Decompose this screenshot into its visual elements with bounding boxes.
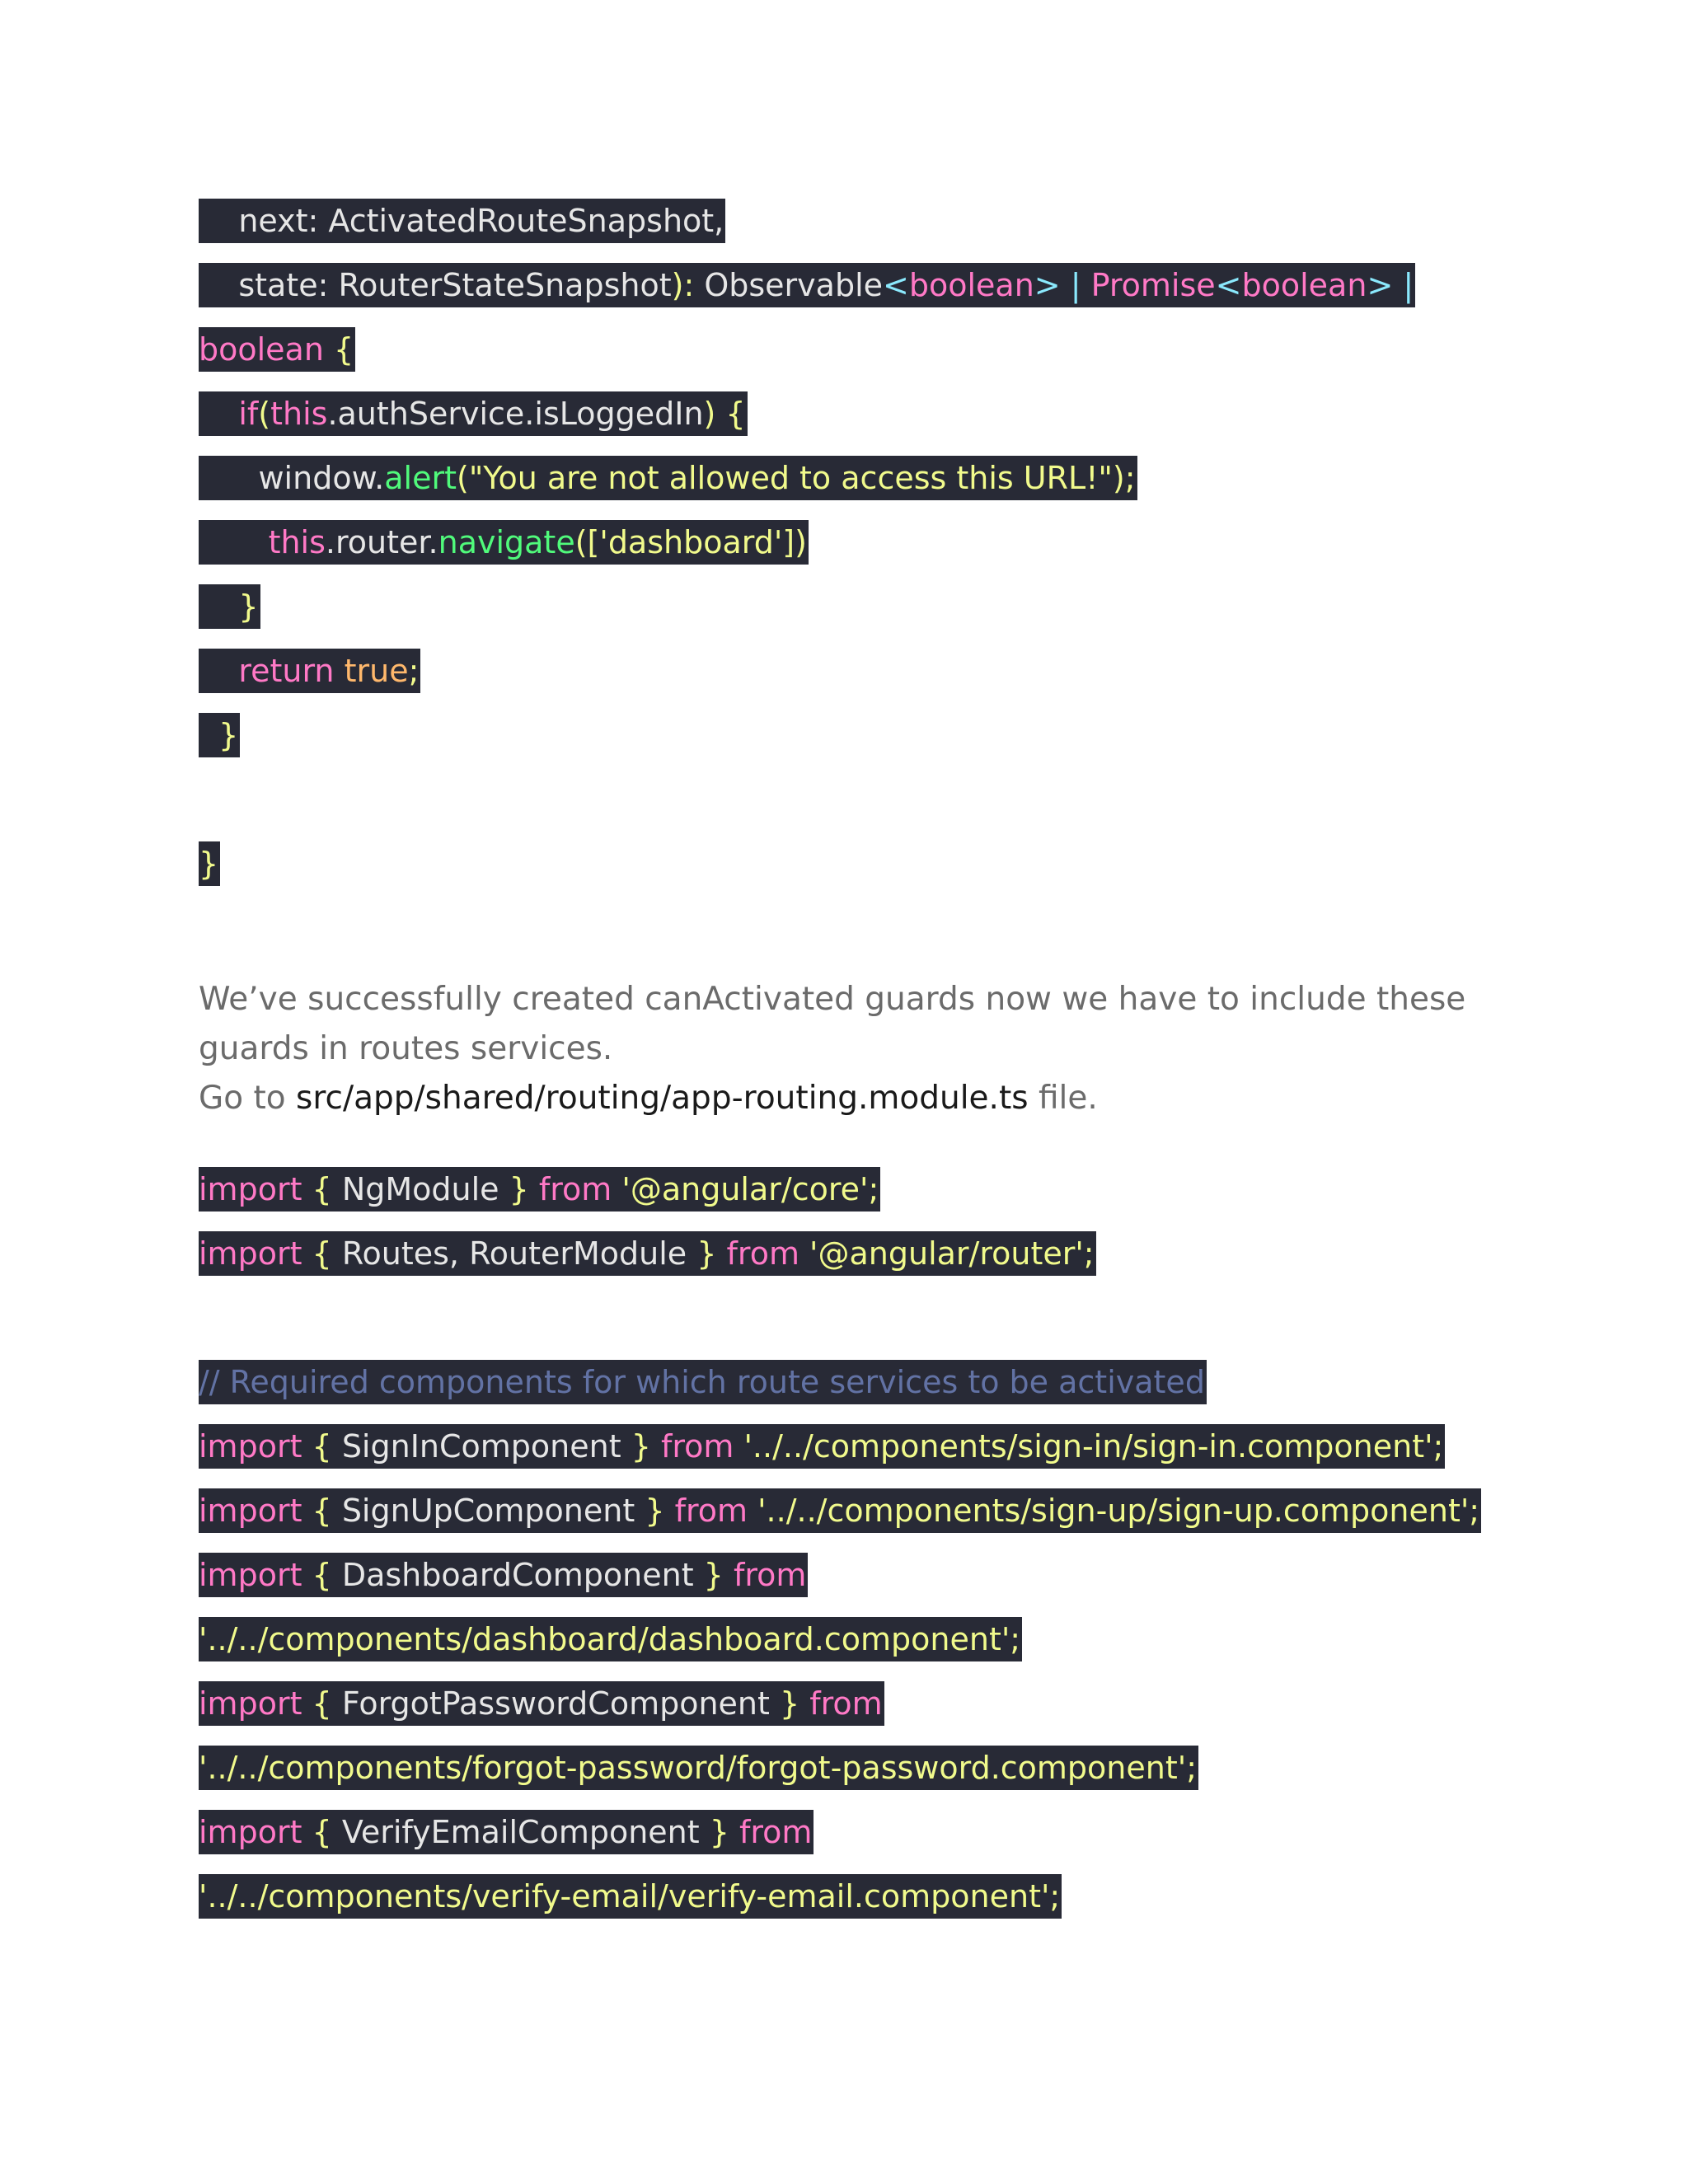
- code-token: import: [199, 1814, 302, 1850]
- code-line: [199, 189, 1415, 253]
- code-highlight: [199, 584, 260, 629]
- code-token: from: [733, 1557, 807, 1593]
- code-line: [199, 767, 1415, 832]
- code-highlight: [199, 263, 1415, 307]
- prose-line-description: We’ve successfully created canActivated guards now we have to include these guards in routes services.: [199, 981, 1466, 1067]
- code-highlight: [199, 1231, 1096, 1276]
- code-highlight: [199, 456, 1137, 500]
- code-highlight: [199, 1360, 1207, 1404]
- code-line: [199, 1543, 1481, 1607]
- code-token: true: [334, 653, 409, 689]
- code-highlight: [199, 649, 420, 693]
- code-token: ) {: [703, 396, 746, 432]
- code-highlight: [199, 1681, 884, 1726]
- code-token: this: [268, 524, 326, 560]
- code-line: [199, 1671, 1481, 1736]
- code-token: [199, 524, 269, 560]
- code-token: state: RouterStateSnapshot: [199, 267, 672, 303]
- code-token: import: [199, 1557, 302, 1593]
- code-highlight: [199, 1874, 1062, 1919]
- code-token: import: [199, 1235, 302, 1272]
- code-token: }: [499, 1171, 539, 1207]
- code-token: > |: [1034, 267, 1091, 303]
- code-highlight: [199, 1553, 808, 1597]
- code-token: boolean: [1241, 267, 1367, 303]
- code-block-auth-guard: [199, 189, 1415, 896]
- code-highlight: [199, 1746, 1198, 1790]
- code-line: [199, 1157, 1481, 1221]
- code-token: }: [199, 717, 239, 753]
- code-token: alert: [384, 460, 457, 496]
- code-highlight: [199, 391, 748, 436]
- code-token: .router.: [325, 524, 438, 560]
- code-highlight: [199, 1424, 1445, 1469]
- code-highlight: [199, 713, 240, 757]
- code-token: import: [199, 1428, 302, 1465]
- code-token: '../../components/dashboard/dashboard.component';: [199, 1621, 1021, 1657]
- code-token: from: [674, 1493, 748, 1529]
- code-token: Routes, RouterModule: [341, 1235, 687, 1272]
- code-token: from: [660, 1428, 734, 1465]
- code-token: SignUpComponent: [341, 1493, 635, 1529]
- code-line: [199, 1800, 1481, 1864]
- code-token: }: [699, 1814, 740, 1850]
- code-token: {: [302, 1685, 342, 1722]
- code-token: {: [302, 1171, 342, 1207]
- code-token: ):: [671, 267, 705, 303]
- code-token: {: [302, 1557, 342, 1593]
- code-token: VerifyEmailComponent: [341, 1814, 700, 1850]
- code-token: window.: [199, 460, 385, 496]
- code-line: [199, 253, 1415, 317]
- code-block-routing-module: [199, 1157, 1481, 1929]
- code-token: '../../components/forgot-password/forgot-password.component';: [199, 1750, 1197, 1786]
- code-token: <: [1215, 267, 1242, 303]
- code-line: [199, 446, 1415, 510]
- code-token: [199, 653, 238, 689]
- code-highlight: [199, 1810, 814, 1854]
- code-token: ;: [408, 653, 420, 689]
- code-token: // Required components for which route services to be activated: [199, 1364, 1205, 1400]
- code-line: [199, 832, 1415, 896]
- code-token: }: [621, 1428, 661, 1465]
- code-token: import: [199, 1171, 302, 1207]
- go-to-text: Go to: [199, 1080, 297, 1117]
- code-token: {: [323, 331, 354, 368]
- code-token: '@angular/core';: [612, 1171, 879, 1207]
- file-text: file.: [1028, 1080, 1098, 1117]
- code-token: }: [769, 1685, 810, 1722]
- code-token: '../../components/sign-in/sign-in.component';: [734, 1428, 1444, 1465]
- code-token: ("You are not allowed to access this URL!");: [457, 460, 1136, 496]
- code-token: '../../components/sign-up/sign-up.component';: [748, 1493, 1480, 1529]
- code-token: {: [302, 1814, 342, 1850]
- code-token: DashboardComponent: [341, 1557, 694, 1593]
- code-highlight: [199, 199, 725, 243]
- code-highlight: [199, 327, 355, 372]
- code-line: [199, 703, 1415, 767]
- code-token: return: [238, 653, 335, 689]
- code-token: [199, 396, 238, 432]
- code-token: import: [199, 1493, 302, 1529]
- code-token: }: [199, 846, 219, 882]
- code-line: [199, 639, 1415, 703]
- code-token: SignInComponent: [341, 1428, 621, 1465]
- prose-paragraph: [199, 975, 1517, 1123]
- code-token: import: [199, 1685, 302, 1722]
- code-token: > |: [1367, 267, 1414, 303]
- code-token: {: [302, 1428, 342, 1465]
- code-token: NgModule: [341, 1171, 499, 1207]
- code-token: (['dashboard']): [574, 524, 807, 560]
- code-line: [199, 1607, 1481, 1671]
- code-token: }: [635, 1493, 675, 1529]
- code-token: navigate: [438, 524, 575, 560]
- code-token: Observable: [704, 267, 884, 303]
- code-token: next: ActivatedRouteSnapshot,: [199, 203, 724, 239]
- code-token: from: [538, 1171, 612, 1207]
- prose-line-go-to: [199, 1074, 1517, 1123]
- code-token: (: [258, 396, 271, 432]
- code-line: [199, 1350, 1481, 1414]
- code-line: [199, 1864, 1481, 1929]
- code-token: }: [693, 1557, 734, 1593]
- code-line: [199, 1221, 1481, 1286]
- code-line: [199, 510, 1415, 574]
- code-line: [199, 1414, 1481, 1479]
- code-token: this: [270, 396, 328, 432]
- code-highlight: [199, 520, 809, 565]
- code-token: boolean: [908, 267, 1034, 303]
- code-token: <: [883, 267, 909, 303]
- code-line: [199, 382, 1415, 446]
- code-line: [199, 1286, 1481, 1350]
- code-token: .authService.isLoggedIn: [327, 396, 704, 432]
- code-token: if: [238, 396, 259, 432]
- code-token: Promise: [1090, 267, 1216, 303]
- file-path: src/app/shared/routing/app-routing.module.ts: [296, 1080, 1029, 1117]
- code-line: [199, 1736, 1481, 1800]
- code-token: '../../components/verify-email/verify-email.component';: [199, 1878, 1061, 1915]
- code-highlight: [199, 1617, 1022, 1661]
- code-token: {: [302, 1235, 342, 1272]
- code-token: from: [809, 1685, 883, 1722]
- code-line: [199, 1479, 1481, 1543]
- code-token: '@angular/router';: [799, 1235, 1095, 1272]
- code-highlight: [199, 841, 220, 886]
- code-token: ForgotPasswordComponent: [341, 1685, 770, 1722]
- code-token: from: [726, 1235, 799, 1272]
- code-token: }: [199, 588, 259, 625]
- code-highlight: [199, 1167, 880, 1212]
- code-token: }: [687, 1235, 727, 1272]
- code-line: [199, 317, 1415, 382]
- code-token: {: [302, 1493, 342, 1529]
- code-token: boolean: [199, 331, 324, 368]
- code-line: [199, 574, 1415, 639]
- code-highlight: [199, 1488, 1481, 1533]
- code-token: from: [739, 1814, 813, 1850]
